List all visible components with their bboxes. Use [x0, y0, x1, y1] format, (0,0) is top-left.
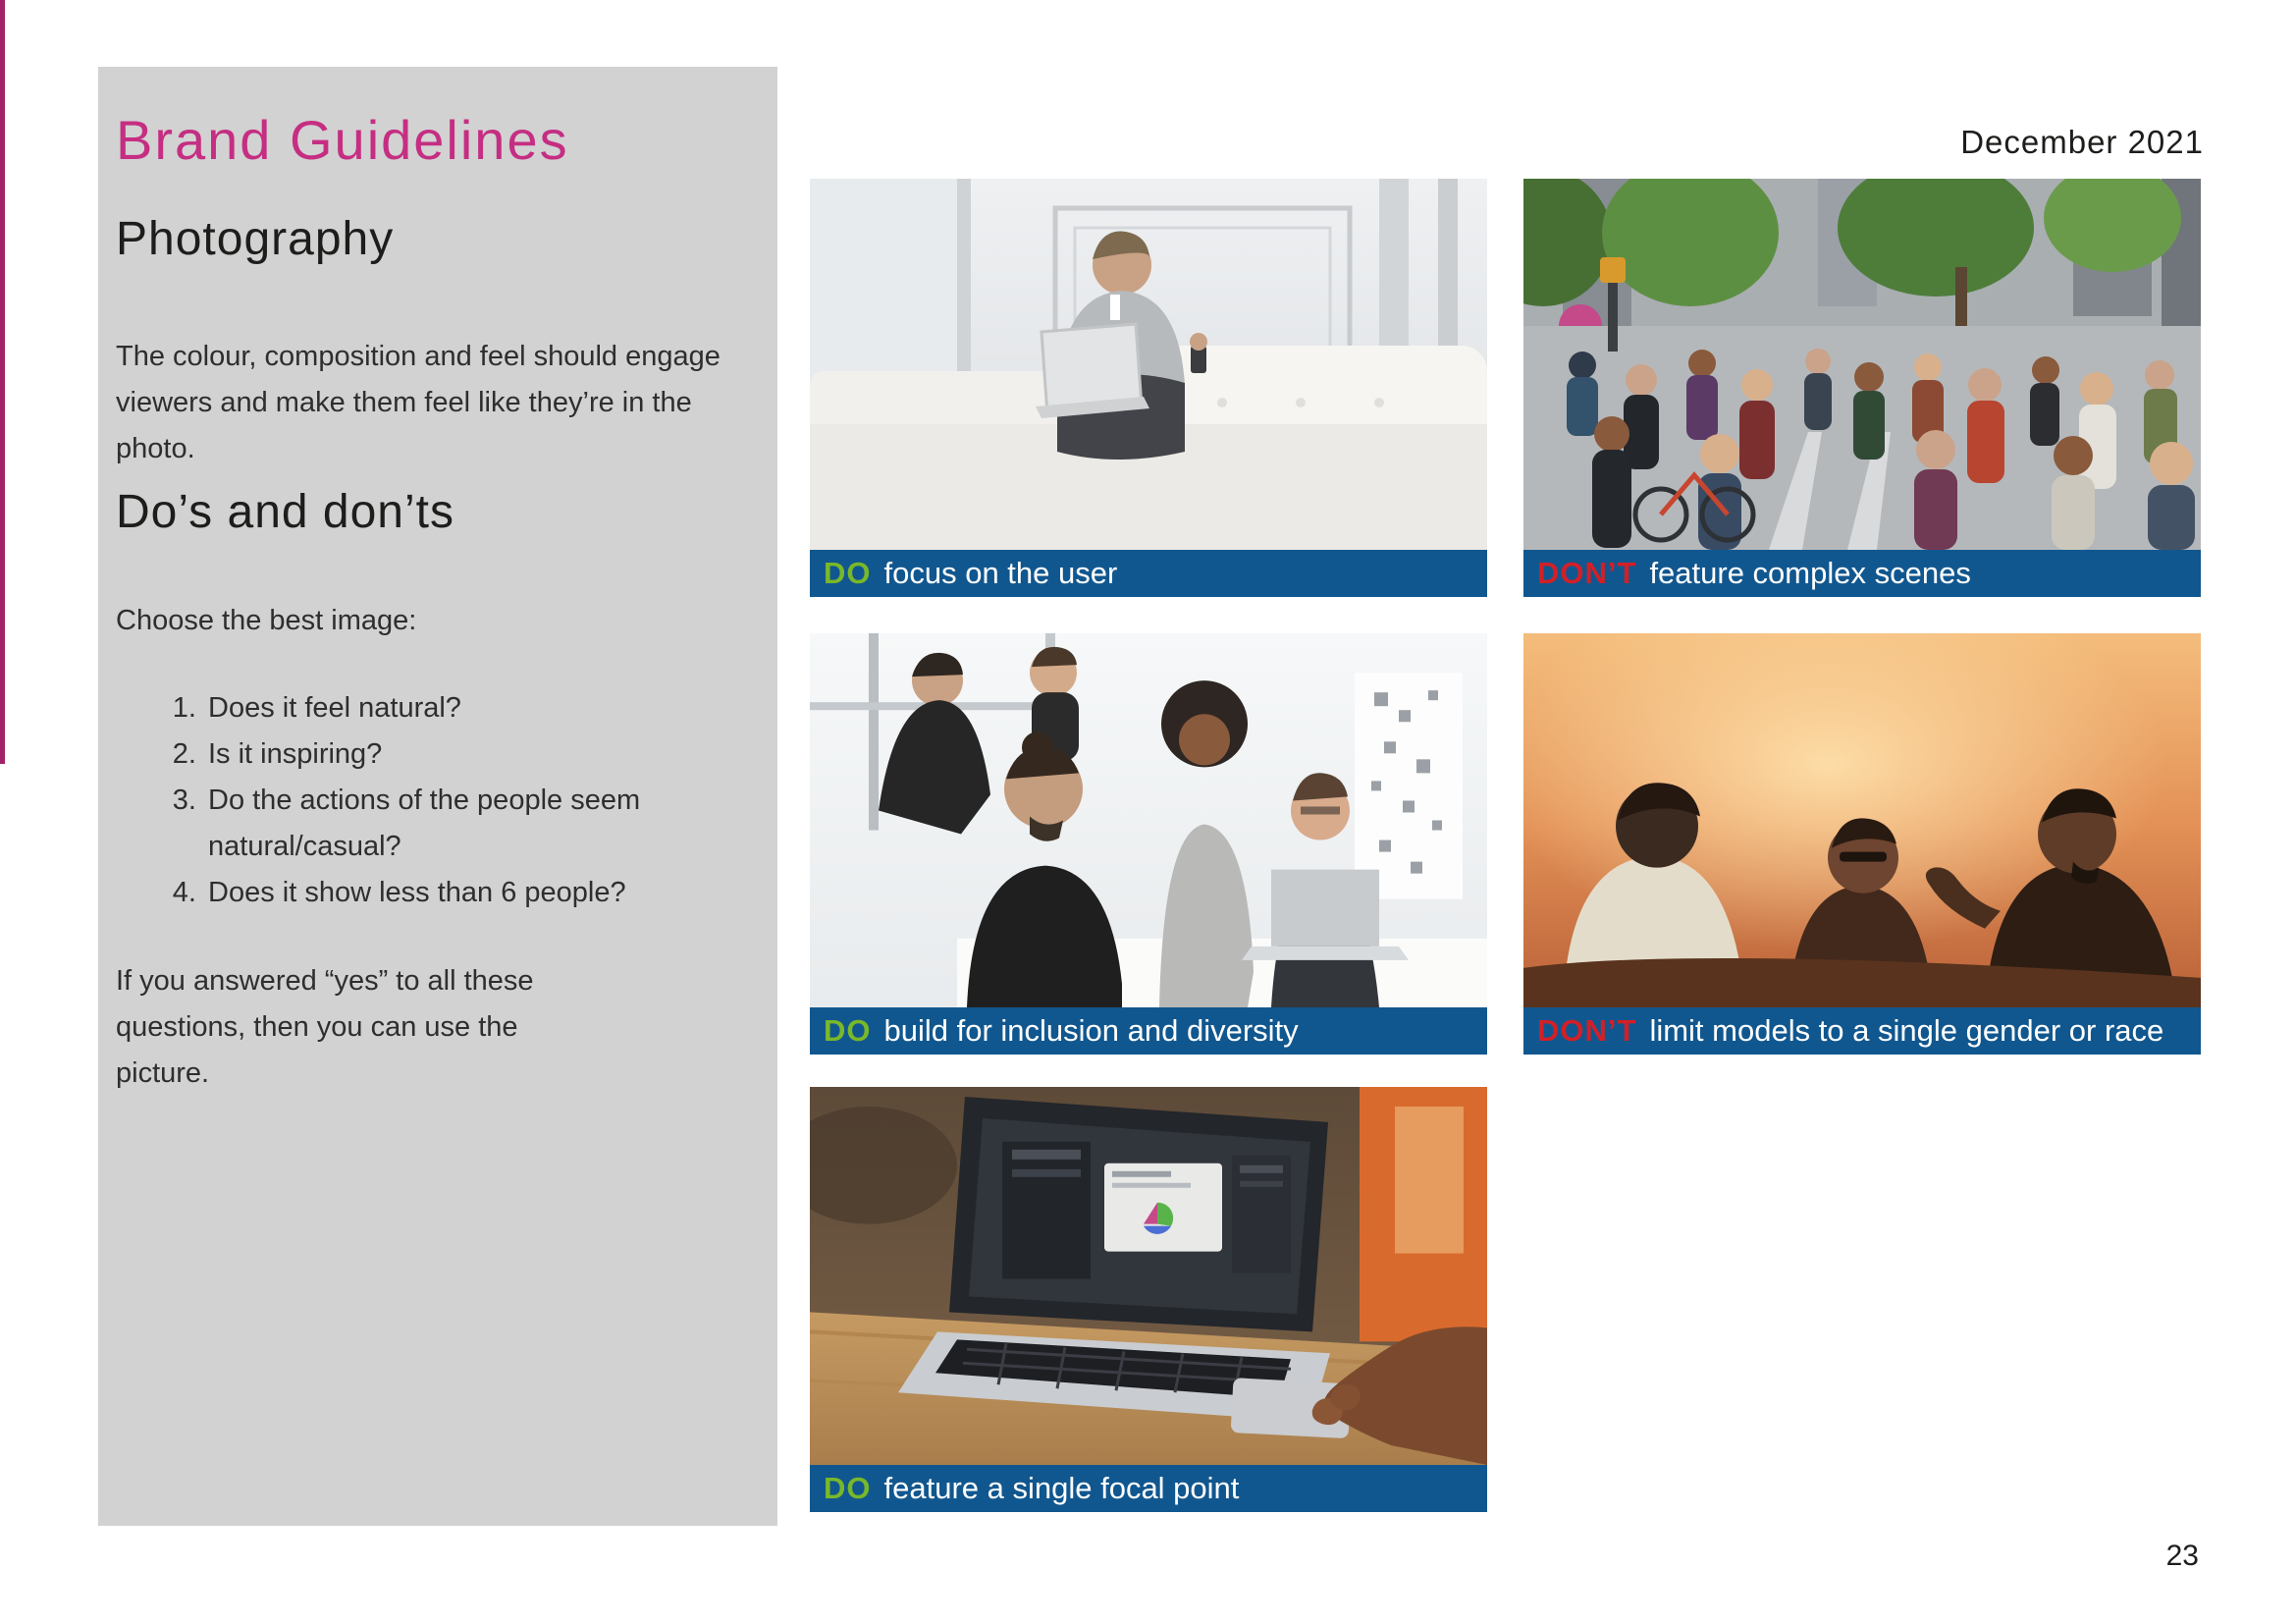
- date-label: December 2021: [1960, 124, 2204, 160]
- photo-man-on-couch-with-laptop: [810, 179, 1487, 550]
- do-label: DO: [824, 556, 872, 590]
- caption-bar: [1523, 550, 2201, 597]
- photo-illustration: [810, 179, 1487, 550]
- gallery-card-dont-limit-models: [1523, 633, 2201, 1055]
- gallery-card-do-build-for-inclusion-and-diversity: [810, 633, 1487, 1055]
- photo-illustration: [1523, 179, 2201, 550]
- checklist-item: 4. Does it show less than 6 people?: [204, 870, 666, 916]
- do-label: DO: [824, 1013, 872, 1048]
- outro-paragraph: If you answered “yes” to all these questions, then you can use the picture.: [116, 965, 534, 1089]
- photo-diverse-team-around-laptop: [810, 633, 1487, 1007]
- caption-text: limit models to a single gender or race: [1649, 1013, 2164, 1048]
- checklist: [116, 685, 666, 916]
- caption-text: feature complex scenes: [1649, 556, 1971, 590]
- subsection-heading-dos-and-donts: Do’s and don’ts: [116, 486, 454, 538]
- do-label: DO: [824, 1471, 872, 1505]
- dont-label: DON’T: [1537, 556, 1637, 590]
- left-accent-strip: [0, 0, 5, 764]
- checklist-item: 1. Does it feel natural?: [204, 685, 666, 731]
- sidebar: [98, 67, 777, 1526]
- photo-illustration: [810, 1087, 1487, 1465]
- photo-hand-on-laptop-trackpad: [810, 1087, 1487, 1465]
- photo-crowded-street-scene: [1523, 179, 2201, 550]
- caption-bar: [810, 1007, 1487, 1055]
- caption-text: focus on the user: [883, 556, 1118, 590]
- intro-paragraph: The colour, composition and feel should engage viewers and make them feel like they’re in the photo.: [116, 341, 721, 464]
- caption-bar: [810, 1465, 1487, 1512]
- checklist-item: 3. Do the actions of the people seem natural/casual?: [204, 778, 666, 870]
- photo-illustration: [810, 633, 1487, 1007]
- gallery-card-do-focus-on-the-user: [810, 179, 1487, 597]
- caption-text: feature a single focal point: [883, 1471, 1240, 1505]
- checklist-intro: Choose the best image:: [116, 605, 417, 636]
- caption-bar: [1523, 1007, 2201, 1055]
- photo-illustration: [1523, 633, 2201, 1007]
- photo-three-men-talking-at-sunset: [1523, 633, 2201, 1007]
- page-number: 23: [2165, 1540, 2199, 1572]
- section-heading-photography: Photography: [116, 213, 395, 265]
- gallery-card-do-feature-single-focal-point: [810, 1087, 1487, 1512]
- caption-text: build for inclusion and diversity: [883, 1013, 1299, 1048]
- caption-bar: [810, 550, 1487, 597]
- gallery-card-dont-feature-complex-scenes: [1523, 179, 2201, 597]
- dont-label: DON’T: [1537, 1013, 1637, 1048]
- checklist-item: 2. Is it inspiring?: [204, 731, 666, 778]
- page-title: Brand Guidelines: [116, 109, 569, 171]
